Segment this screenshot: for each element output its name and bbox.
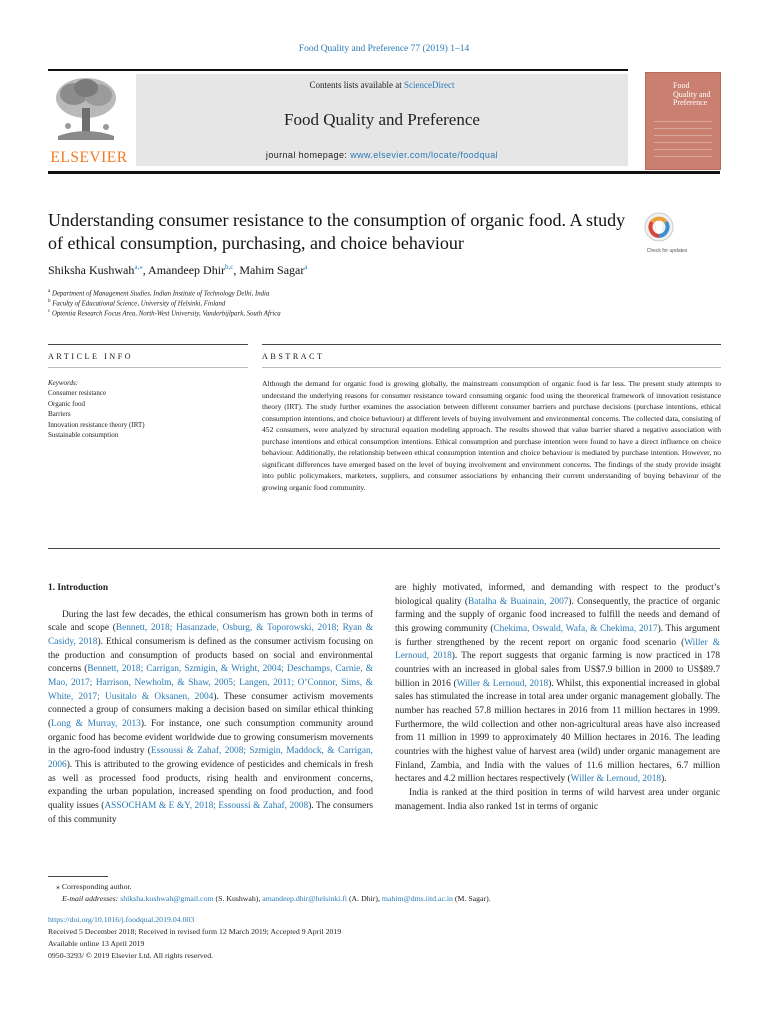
homepage-link[interactable]: www.elsevier.com/locate/foodqual xyxy=(350,150,499,160)
keywords-label: Keywords: xyxy=(48,379,79,387)
email-owner: (M. Sagar). xyxy=(452,894,491,903)
elsevier-tree-icon xyxy=(48,74,124,142)
email-label: E-mail addresses: xyxy=(62,894,121,903)
header-top-rule xyxy=(48,69,628,71)
citation-link[interactable]: ASSOCHAM & E &Y, 2018; Essoussi & Zahaf, 2008 xyxy=(104,800,309,811)
affiliation xyxy=(48,299,225,307)
article-info-heading: ARTICLE INFO xyxy=(48,352,134,361)
section-heading: 1. Introduction xyxy=(48,583,109,593)
text-run: During the last few decades, the ethical consumerism has grown both in terms of scale and scope ( xyxy=(48,609,373,634)
text-run: ). The consumers of this community xyxy=(48,800,373,825)
citation-link[interactable]: Essoussi & Zahaf, 2008; Szmigin, Maddock, & Carrigan, 2006 xyxy=(48,746,373,770)
citation-link[interactable]: Bennett, 2018; Hasanzade, Osburg, & Toporowski, 2018; Ryan & Casidy, 2018 xyxy=(48,623,373,647)
text-run: ). This argument is further strengthened by the recent report on organic food scenario ( xyxy=(395,623,720,648)
affiliation xyxy=(48,309,281,317)
text-run: ). Consequently, the practice of organic farming and the supply of organic food increased to fulfill the needs and demand of this growing community ( xyxy=(395,596,721,634)
article-info-rule xyxy=(48,344,248,345)
citation-link[interactable]: Batalha & Buainain, 2007 xyxy=(468,596,569,607)
email-owner: (S. Kushwah), xyxy=(213,894,263,903)
affiliation-sup: c xyxy=(48,309,51,314)
email-link[interactable]: mahim@dms.iitd.ac.in xyxy=(381,894,453,903)
badge-text: Check for updates xyxy=(646,248,688,254)
copyright-line: 0950-3293/ © 2019 Elsevier Ltd. All rights reserved. xyxy=(48,951,214,960)
sciencedirect-link[interactable]: ScienceDirect xyxy=(404,80,455,90)
doi-link[interactable] xyxy=(48,914,194,925)
check-for-updates-badge[interactable] xyxy=(644,212,690,258)
text-run: ). xyxy=(661,774,667,785)
elsevier-logo[interactable] xyxy=(48,74,130,166)
available-online: Available online 13 April 2019 xyxy=(48,939,145,948)
text-run: ). These consumer activism movements connected a group of consumers making a decision based on similar ethical thinking ( xyxy=(48,691,373,729)
intro-paragraph xyxy=(48,609,373,828)
footnote-rule xyxy=(48,876,108,877)
homepage-prefix: journal homepage: xyxy=(265,150,351,160)
affiliation-text: Department of Management Studies, Indian Institute of Technology Delhi, India xyxy=(51,290,270,298)
abstract-rule xyxy=(262,344,721,345)
text-run: ). The report suggests that organic farming is now practiced in 178 countries with an increased in global sales from US$7.9 billion in 2000 to US$89.7 billion in 2016 ( xyxy=(395,651,721,689)
received-dates: Received 5 December 2018; Received in revised form 12 March 2019; Accepted 9 April 2019 xyxy=(48,927,342,936)
body-column-right xyxy=(395,582,720,814)
author-sep: , xyxy=(142,263,149,277)
keyword: Sustainable consumption xyxy=(48,431,119,440)
citation-link[interactable]: Willer & Lernoud, 2018 xyxy=(456,678,549,689)
text-run: ). Ethical consumerism is defined as the consumer activism focusing on the production and consumption of products based on social and environmental concerns ( xyxy=(48,636,373,675)
body-column-left xyxy=(48,582,373,827)
keyword: Organic food xyxy=(48,399,85,408)
citation-link[interactable]: Bennett, 2018; Carrigan, Szmigin, & Wright, 2004; Deschamps, Carnie, & Mao, 2017; Harrison, Newholm, & Shaw, 2005; Langen, 2011; O’Connor, Sims, & White, 2017; Uusitalo & Oksanen, 2004 xyxy=(48,664,374,702)
doi-url[interactable]: https://doi.org/10.1016/j.foodqual.2019.04.003 xyxy=(48,915,195,924)
abstract-bottom-rule xyxy=(48,548,720,549)
email-addresses xyxy=(62,893,491,904)
article-title: Understanding consumer resistance to the consumption of organic food. A study of ethical consumption, purchasing, and choice behaviour xyxy=(48,210,626,253)
affiliation-text: Optentia Research Focus Area, North-West University, Vanderbijlpark, South Africa xyxy=(51,310,281,318)
keywords-block xyxy=(48,378,248,440)
keyword: Barriers xyxy=(48,410,71,419)
journal-cover-thumbnail[interactable] xyxy=(645,72,721,170)
author-sup[interactable]: a xyxy=(304,263,308,271)
keyword: Consumer resistance xyxy=(48,389,107,398)
text-run: ). This is attributed to the growing evidence of pesticides and chemicals in fresh as well as processed food products, rising health and environment concerns, expanding the urban population, increased spending on food production, and food quality issues ( xyxy=(48,759,373,811)
contents-line xyxy=(136,80,628,90)
text-run: ). For instance, one such consumption community around organic food has become evident worldwide due to growing consumerism movements in the agro-food industry ( xyxy=(48,718,373,757)
author-list xyxy=(48,263,308,278)
homepage-line xyxy=(136,150,628,160)
affiliation-text: Faculty of Educational Science, University of Helsinki, Finland xyxy=(52,300,226,308)
text-run: are highly motivated, informed, and demanding with respect to the product’s biological quality ( xyxy=(395,583,720,607)
abstract-rule-2 xyxy=(262,367,721,368)
heading-spacer xyxy=(48,596,373,609)
elsevier-wordmark: ELSEVIER xyxy=(50,149,128,166)
email-link[interactable]: amandeep.dhir@helsinki.fi xyxy=(262,894,347,903)
body-paragraph xyxy=(395,582,720,787)
journal-title: Food Quality and Preference xyxy=(284,110,480,129)
corresponding-author-note: ⁎ Corresponding author. xyxy=(56,882,132,891)
author-sep: , xyxy=(233,263,240,277)
abstract-heading: ABSTRACT xyxy=(262,352,325,361)
keyword: Innovation resistance theory (IRT) xyxy=(48,420,145,429)
cover-decoration xyxy=(654,121,712,163)
cover-title: Food Quality and Preference xyxy=(673,81,711,107)
journal-banner xyxy=(136,74,628,166)
body-paragraph: India is ranked at the third position in terms of wild harvest area under organic management. India also ranked 1st in terms of organic xyxy=(395,787,720,812)
author-name[interactable]: Shiksha Kushwah xyxy=(48,263,135,277)
header-bottom-rule xyxy=(48,171,720,174)
email-owner: (A. Dhir), xyxy=(347,894,382,903)
author-name[interactable]: Amandeep Dhir xyxy=(148,263,226,277)
check-for-updates-icon xyxy=(644,212,674,242)
author-sup[interactable]: a,⁎ xyxy=(134,263,143,271)
email-link[interactable]: shiksha.kushwah@gmail.com xyxy=(120,894,214,903)
citation-link[interactable]: Long & Murray, 2013 xyxy=(51,718,141,729)
affiliation-sup: b xyxy=(48,299,51,304)
text-run: ). Whilst, this exponential increased in global sales has stimulated the increase in total area under organic management globally. The number has reached 57.8 million hectares in 2016 from 11 million hectares in 1999. Furthermore, the wild collection and other non-agricultural areas have also increased from 11 million in 1999 to approximately 40 Million hectares in 2016. The leading countries with the highest value of harvest area (wild) under organic management are Finland, Zambia, and India with the values of 11.6 million hectares, 6.7 million hectares and 4.2 million hectares respectively ( xyxy=(395,678,720,785)
citation-link[interactable]: Willer & Lernoud, 2018 xyxy=(570,774,662,785)
citation-link[interactable]: Willer & Lernoud, 2018 xyxy=(395,637,720,662)
author-name[interactable]: Mahim Sagar xyxy=(239,263,305,277)
author-sup[interactable]: b,c xyxy=(225,263,234,271)
citation-link[interactable]: Chekima, Oswald, Wafa, & Chekima, 2017 xyxy=(493,623,658,634)
abstract-text: Although the demand for organic food is growing globally, the mainstream consumption of organic food is far less. The present study attempts to understand the underlying reasons for consumer resistance toward consuming organic food using the theoretical framework of innovation resistance theory (IRT). The study further examines the association between different consumer barriers and purchase decisions (purchase intentions, ethical consumption intentions, and choice behaviour) at different levels of buying involvement and environmental concerns. The collected data, consisting of 452 consumers, were analyzed by structural equation modeling approach. The results showed that value barrier shared a negative association with purchase intentions and ethical consumption intentions. Ethical consumption and purchase intention were found to have a direct influence on choice behaviour. Additionally, the relationship between ethical consumption intention and choice behaviour is mediated by purchase intention. However, no significant differences have emerged based on the level of buying involvement and environment concerns. The findings of the study provide insight into public policymakers, marketers, suppliers, and consumer associations by enhancing their current understanding of buying behaviour of the growing organic food community. xyxy=(262,379,721,492)
affiliation xyxy=(48,289,269,297)
affiliation-sup: a xyxy=(48,289,51,294)
journal-reference[interactable]: Food Quality and Preference 77 (2019) 1–14 xyxy=(298,44,470,54)
contents-prefix: Contents lists available at xyxy=(309,80,404,90)
article-info-rule-2 xyxy=(48,367,248,368)
